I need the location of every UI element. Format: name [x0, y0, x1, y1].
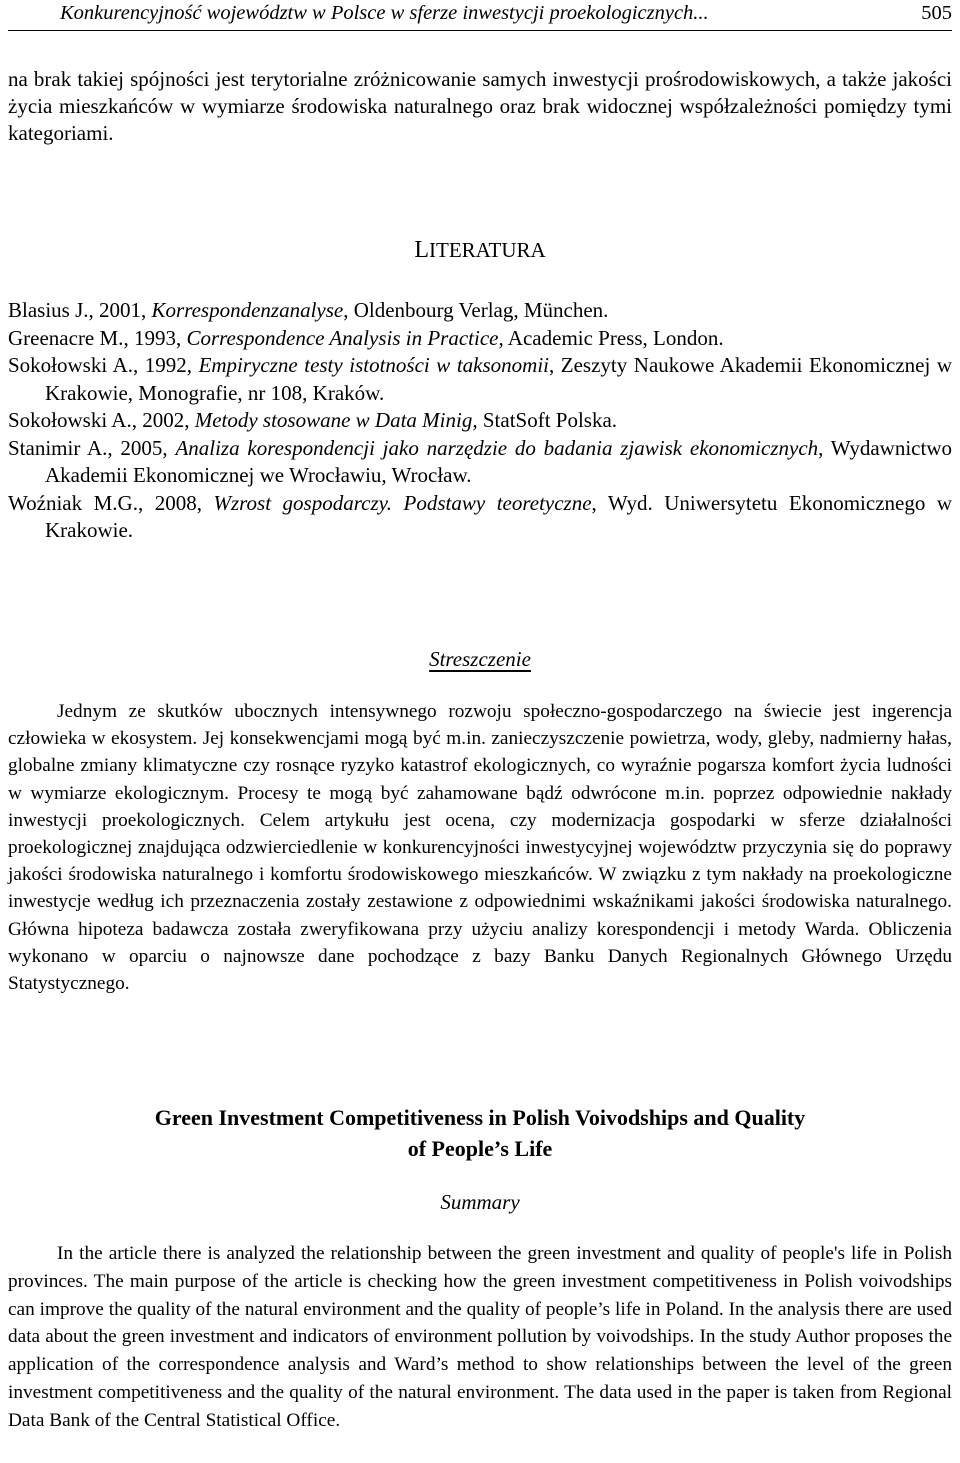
english-title-line-2: of People’s Life — [407, 1136, 553, 1161]
reference-year: , 1992, — [132, 353, 199, 377]
reference-title: Wzrost gospodarczy. Podstawy teoretyczne — [213, 490, 592, 515]
reference-item — [8, 490, 952, 545]
reference-author: Stanimir A. — [8, 435, 108, 460]
reference-author: Greenacre M. — [8, 325, 124, 350]
summary-body: In the article there is analyzed the relationship between the green investment and quality of people's life in Polish provinces. The main purpose of the article is checking how the green investment competitiveness in Polish voivodships can improve the quality of the natural environment and the quality of people’s life in Poland. In the analysis there are used data about the green investment and indicators of environment pollution by voivodships. In the study Author proposes the application of the correspondence analysis and Ward’s method to show relationships between the level of the green investment competitiveness and the quality of the natural environment. The data used in the paper is taken from Regional Data Bank of the Central Statistical Office. — [8, 1243, 952, 1431]
reference-author: Sokołowski A. — [8, 408, 132, 432]
reference-item — [8, 352, 952, 407]
reference-title: Korrespondenzanalyse — [151, 298, 344, 322]
abstract-body: Jednym ze skutków ubocznych intensywnego rozwoju społeczno-gospodarczego na świecie jest ingerencja człowieka w ekosystem. Jej konsekwencjami mogą być m.in. zanieczyszczenie powietrza, wody, gleby, nadmierny hałas, globalne zmiany klimatyczne czy rosnące ryzyko katastrof ekologicznych, co wyraźnie pogarsza komfort życia ludności w wymiarze ekologicznym. Procesy te mogą być zahamowane bądź odwrócone m.in. poprzez odpowiednie nakłady inwestycji proekologicznych. Celem artykułu jest ocena, czy modernizacja gospodarki w sferze działalności proekologicznej znajdująca odzwierciedlenie w konkurencyjności inwestycyjnej województw przyczynia się do poprawy jakości środowiska naturalnego i komfortu środowiskowego mieszkańców. W związku z tym nakłady na proekologiczne inwestycje według ich przeznaczenia zostały zestawione z odpowiednimi wskaźnikami jakości środowiska naturalnego. Główna hipoteza badawcza została zweryfikowana przy użyciu analizy korespondencji i metody Warda. Obliczenia wykonano w oparciu o najnowsze dane pochodzące z bazy Banku Danych Regionalnych Głównego Urzędu Statystycznego. — [8, 701, 952, 995]
reference-publisher: , Oldenbourg Verlag, München. — [343, 298, 609, 322]
running-title: Konkurencyjność województw w Polsce w sferze inwestycji proekologicznych... — [60, 2, 709, 24]
reference-title: Correspondence Analysis in Practice — [186, 325, 499, 350]
reference-publisher: , StatSoft Polska. — [472, 408, 618, 432]
english-title-line-1: Green Investment Competitiveness in Polish Voivodships and Quality — [154, 1105, 806, 1130]
literature-heading — [8, 236, 952, 264]
english-title — [8, 1102, 952, 1164]
reference-year: , 2008, — [137, 490, 214, 515]
literature-heading-initial: L — [414, 237, 429, 263]
reference-item — [8, 325, 952, 353]
reference-item — [8, 407, 952, 435]
reference-list — [8, 297, 952, 545]
intro-paragraph: na brak takiej spójności jest terytorialne zróżnicowanie samych inwestycji prośrodowiskowych, a także jakości życia mieszkańców w wymiarze środowiska naturalnego oraz brak widocznej współzależności pomiędzy tymi kategoriami. — [8, 67, 952, 145]
reference-publisher: , Wydawnictwo Akademii Ekonomicznej we Wrocławiu, Wrocław. — [45, 435, 953, 487]
page-number: 505 — [921, 2, 952, 24]
reference-publisher: , Zeszyty Naukowe Akademii Ekonomicznej w Krakowie, Monografie, nr 108, Kraków. — [45, 353, 952, 405]
reference-year: , 2001, — [88, 298, 152, 322]
reference-title: Metody stosowane w Data Minig — [194, 408, 473, 432]
reference-publisher: , Wyd. Uniwersytetu Ekonomicznego w Krakowie. — [45, 490, 953, 542]
literature-heading-rest: ITERATURA — [429, 238, 546, 262]
reference-title: Analiza korespondencji jako narzędzie do badania zjawisk ekonomicznych — [175, 435, 819, 460]
reference-year: , 1993, — [123, 325, 187, 350]
reference-author: Blasius J. — [8, 298, 89, 322]
reference-item — [8, 435, 952, 490]
summary-heading: Summary — [440, 1190, 520, 1214]
reference-item — [8, 297, 952, 325]
reference-publisher: , Academic Press, London. — [498, 325, 724, 350]
reference-year: , 2002, — [131, 408, 195, 432]
reference-author: Sokołowski A. — [8, 353, 133, 377]
reference-author: Woźniak M.G. — [8, 490, 138, 515]
running-header — [8, 0, 952, 31]
reference-year: , 2005, — [107, 435, 176, 460]
reference-title: Empiryczne testy istotności w taksonomii — [198, 353, 549, 377]
abstract-heading: Streszczenie — [429, 647, 531, 671]
